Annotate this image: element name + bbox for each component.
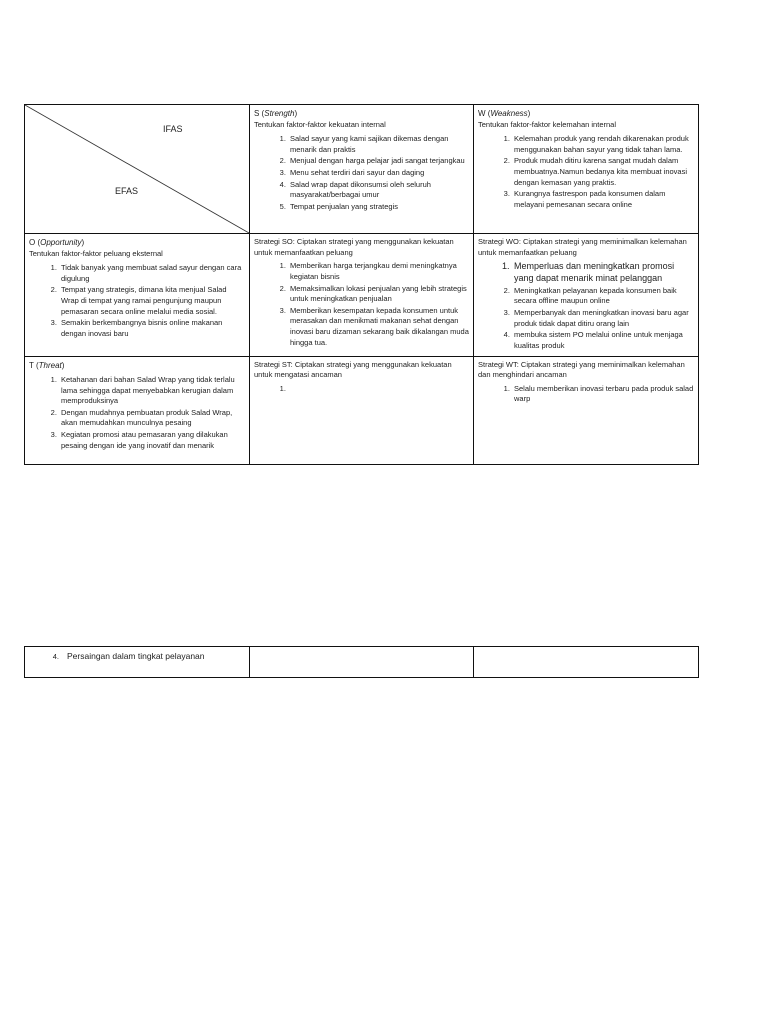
threat-continuation-cell [25, 647, 250, 678]
list-item: 1. Selalu memberikan inovasi terbaru pada produk salad warp [512, 384, 694, 405]
strength-header: S (Strength) [254, 109, 298, 118]
list-item: 1. Kelemahan produk yang rendah dikarenakan produk menggunakan bahan sayur yang tidak tahan lama. [512, 134, 694, 155]
list-item [288, 384, 469, 395]
so-strategy-list [254, 261, 469, 348]
st-continuation-cell [250, 647, 474, 678]
so-strategy-title: Strategi SO: Ciptakan strategi yang menggunakan kekuatan untuk memanfaatkan peluang [254, 237, 454, 257]
strength-subtitle: Tentukan faktor-faktor kekuatan internal [254, 120, 386, 130]
list-item: 1. Memberikan harga terjangkau demi meningkatnya kegiatan bisnis [288, 261, 469, 282]
weakness-header: W (Weakness) [478, 109, 531, 118]
list-item: 5. Tempat penjualan yang strategis [288, 202, 469, 213]
list-item: 2. Menjual dengan harga pelajar jadi sangat terjangkau [288, 156, 469, 167]
swot-matrix-table [24, 104, 699, 465]
weakness-list [478, 134, 694, 210]
list-item: 2. Memaksimalkan lokasi penjualan yang lebih strategis untuk meningkatkan penjualan [288, 284, 469, 305]
threat-list [29, 375, 245, 451]
list-item: 3. Menu sehat terdiri dari sayur dan daging [288, 168, 469, 179]
ifas-label: IFAS [163, 124, 183, 134]
continuation-table [24, 646, 699, 678]
list-item: 2. Meningkatkan pelayanan kepada konsumen baik secara offline maupun online [512, 286, 694, 307]
list-item: 3. Kurangnya fastrespon pada konsumen dalam melayani pemesanan secara online [512, 189, 694, 210]
opportunity-subtitle: Tentukan faktor-faktor peluang eksternal [29, 249, 163, 259]
opportunity-list [29, 263, 245, 339]
threat-cell [25, 356, 250, 465]
wt-strategy-title: Strategi WT: Ciptakan strategi yang meminimalkan kelemahan dan menghindari ancaman [478, 359, 685, 380]
wt-strategy-cell [474, 356, 699, 465]
list-item: 3. Memperbanyak dan meningkatkan inovasi baru agar produk tidak dapat ditiru orang lain [512, 308, 694, 329]
list-item: 3. Kegiatan promosi atau pemasaran yang dilakukan pesaing dengan ide yang inovatif dan menarik [59, 430, 245, 451]
list-item: 1. Ketahanan dari bahan Salad Wrap yang tidak terlalu lama sehingga dapat menyebabkan kerugian dalam memproduksinya [59, 375, 245, 407]
opportunity-header: O (Opportunity) [29, 238, 85, 247]
st-strategy-cell [250, 356, 474, 465]
weakness-cell [474, 105, 699, 234]
list-item: 1. Salad sayur yang kami sajikan dikemas dengan menarik dan praktis [288, 134, 469, 155]
weakness-subtitle: Tentukan faktor-faktor kelemahan internal [478, 120, 616, 130]
diagonal-line [25, 105, 249, 233]
wo-strategy-title: Strategi WO: Ciptakan strategi yang meminimalkan kelemahan untuk memanfaatkan peluang [478, 237, 687, 257]
opportunity-cell [25, 234, 250, 357]
list-item: 4. Salad wrap dapat dikonsumsi oleh seluruh masyarakat/berbagai umur [288, 180, 469, 201]
wt-continuation-cell [474, 647, 699, 678]
list-item: 2. Tempat yang strategis, dimana kita menjual Salad Wrap di tempat yang ramai pengunjung maupun pemasaran secara online melalui media sosial. [59, 285, 245, 317]
list-item: 4. membuka sistem PO melalui online untuk menjaga kualitas produk [512, 330, 694, 351]
item-number: 4. [52, 652, 59, 661]
wt-strategy-list [478, 384, 694, 405]
ifas-efas-corner-cell [25, 105, 250, 234]
threat-item-4: Persaingan dalam tingkat pelayanan [67, 651, 205, 661]
list-item: 3. Semakin berkembangnya bisnis online makanan dengan inovasi baru [59, 318, 245, 339]
wo-strategy-cell [474, 234, 699, 357]
strength-cell [250, 105, 474, 234]
wo-strategy-list [478, 261, 694, 351]
st-strategy-list [254, 384, 469, 395]
threat-header: T (Threat) [29, 360, 65, 370]
efas-label: EFAS [115, 186, 139, 196]
st-strategy-title: Strategi ST: Ciptakan strategi yang menggunakan kekuatan untuk mengatasi ancaman [254, 359, 452, 380]
list-item: 1. Memperluas dan meningkatkan promosi yang dapat menarik minat pelanggan [512, 261, 694, 284]
list-item: 2. Dengan mudahnya pembuatan produk Salad Wrap, akan memudahkan munculnya pesaing [59, 408, 245, 429]
list-item: 3. Memberikan kesempatan kepada konsumen untuk merasakan dan menikmati makanan sehat dengan inovasi baru dizaman sekarang baik dikalangan muda hingga tua. [288, 306, 469, 349]
list-item: 1. Tidak banyak yang membuat salad sayur dengan cara digulung [59, 263, 245, 284]
so-strategy-cell [250, 234, 474, 357]
list-item: 2. Produk mudah ditiru karena sangat mudah dalam membuatnya.Namun bedanya kita membuat inovasi dengan kemasan yang praktis. [512, 156, 694, 188]
strength-list [254, 134, 469, 212]
